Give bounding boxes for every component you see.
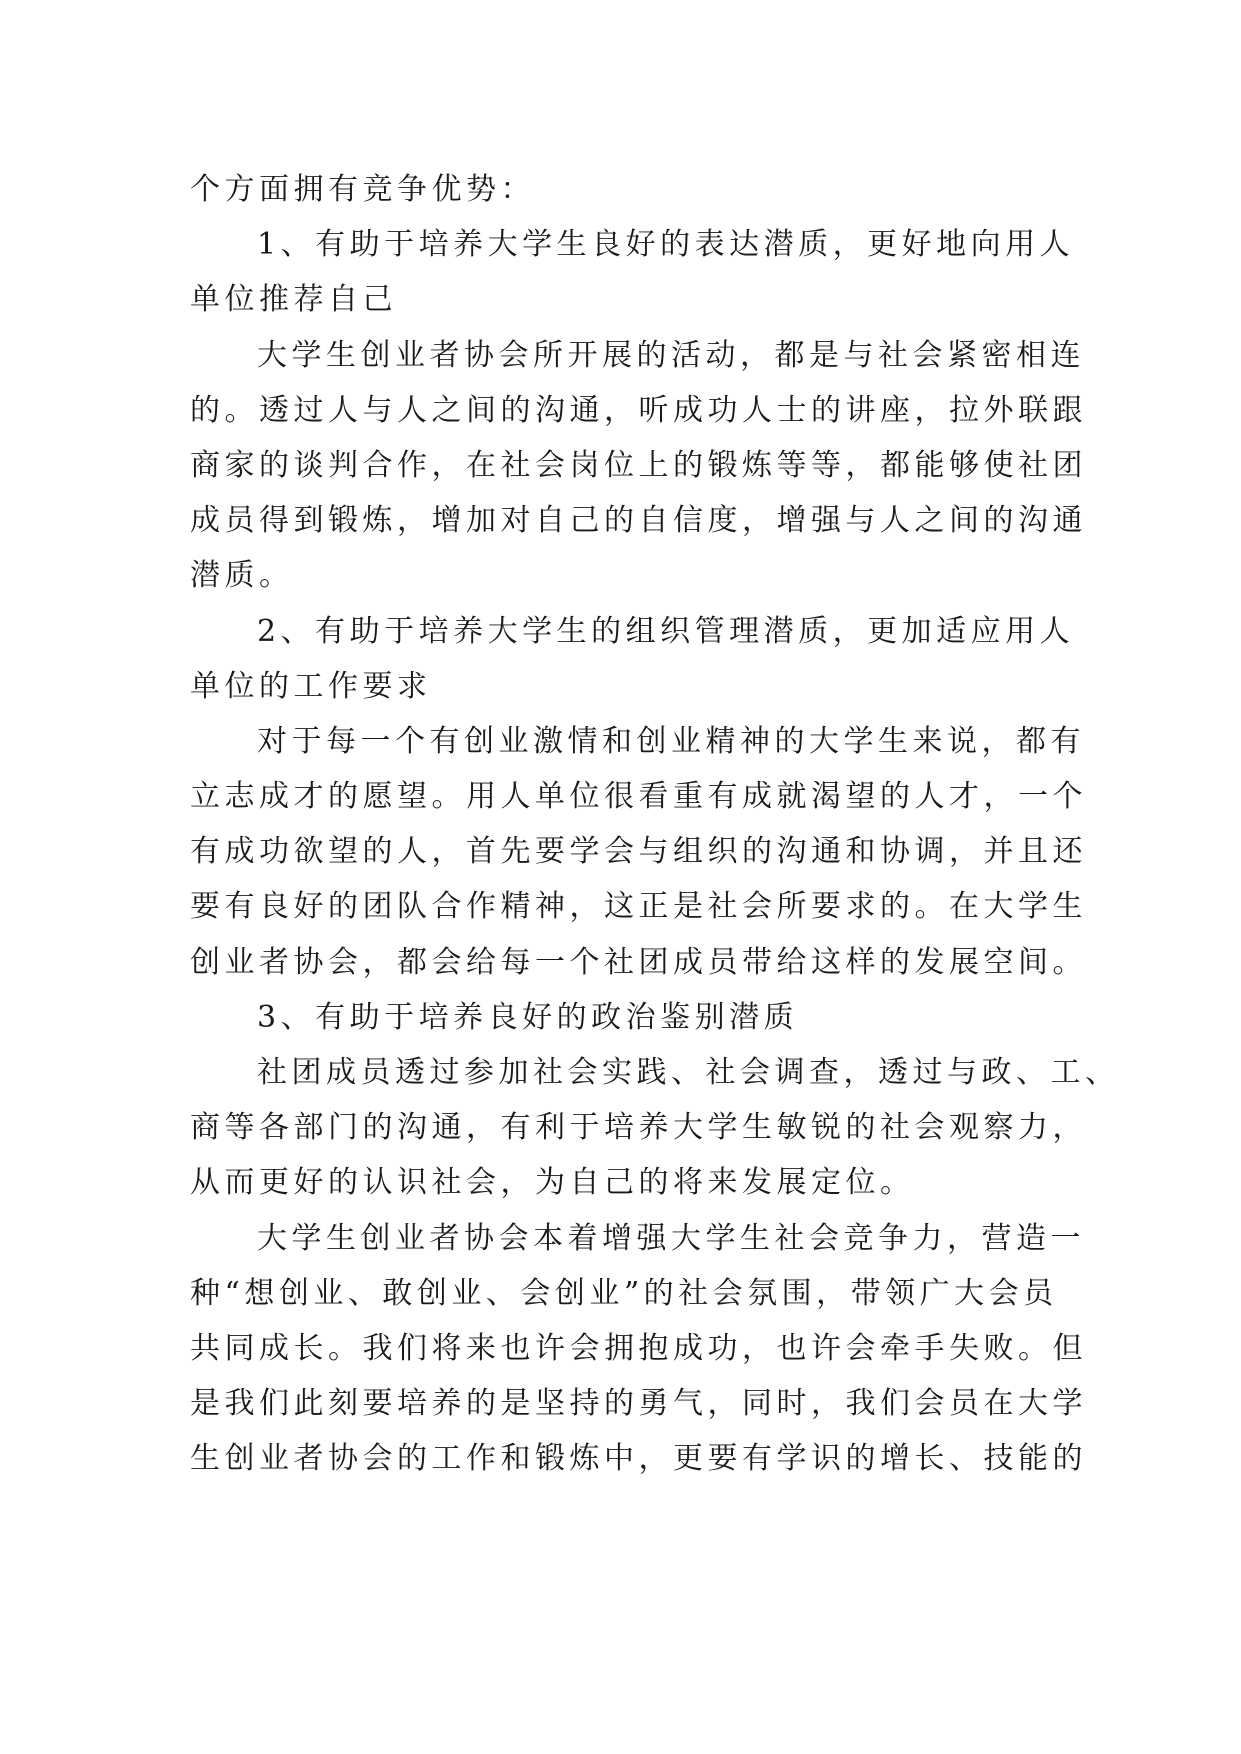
text-line: 个方面拥有竞争优势： <box>190 172 535 207</box>
text-line: 单位推荐自己 <box>190 282 397 318</box>
list-item-heading: 1、有助于培养大学生良好的表达潜质，更好地向用人 <box>257 227 1075 263</box>
paragraph-start: 社团成员透过参加社会实践、社会调查，透过与政、工、 <box>257 1055 1120 1090</box>
text-line: 单位的工作要求 <box>190 668 432 704</box>
text-line: 有成功欲望的人，首先要学会与组织的沟通和协调，并且还 <box>190 834 1087 870</box>
text-line: 商等各部门的沟通，有利于培养大学生敏锐的社会观察力， <box>190 1110 1087 1146</box>
text-line: 成员得到锻炼，增加对自己的自信度，增强与人之间的沟通 <box>190 503 1087 539</box>
text-line: 种“想创业、敢创业、会创业”的社会氛围，带领广大会员 <box>190 1275 1058 1311</box>
list-item-heading: 2、有助于培养大学生的组织管理潜质，更加适应用人 <box>257 613 1075 649</box>
text-line: 生创业者协会的工作和锻炼中，更要有学识的增长、技能的 <box>190 1441 1087 1477</box>
paragraph-start: 大学生创业者协会所开展的活动，都是与社会紧密相连 <box>257 337 1085 373</box>
text-line: 立志成才的愿望。用人单位很看重有成就渴望的人才，一个 <box>190 779 1087 815</box>
text-line: 是我们此刻要培养的是坚持的勇气，同时，我们会员在大学 <box>190 1386 1087 1422</box>
paragraph-start: 大学生创业者协会本着增强大学生社会竞争力，营造一 <box>257 1220 1085 1256</box>
text-line: 从而更好的认识社会，为自己的将来发展定位。 <box>190 1165 915 1201</box>
document-body <box>190 162 1120 1487</box>
text-line: 潜质。 <box>190 558 294 594</box>
text-line: 共同成长。我们将来也许会拥抱成功，也许会牵手失败。但 <box>190 1330 1087 1366</box>
list-item-heading: 3、有助于培养良好的政治鉴别潜质 <box>257 999 799 1035</box>
text-line: 要有良好的团队合作精神，这正是社会所要求的。在大学生 <box>190 889 1087 925</box>
text-line: 商家的谈判合作，在社会岗位上的锻炼等等，都能够使社团 <box>190 447 1087 483</box>
paragraph-start: 对于每一个有创业激情和创业精神的大学生来说，都有 <box>257 723 1085 759</box>
text-line: 创业者协会，都会给每一个社团成员带给这样的发展空间。 <box>190 944 1087 980</box>
text-line: 的。透过人与人之间的沟通，听成功人士的讲座，拉外联跟 <box>190 392 1087 428</box>
